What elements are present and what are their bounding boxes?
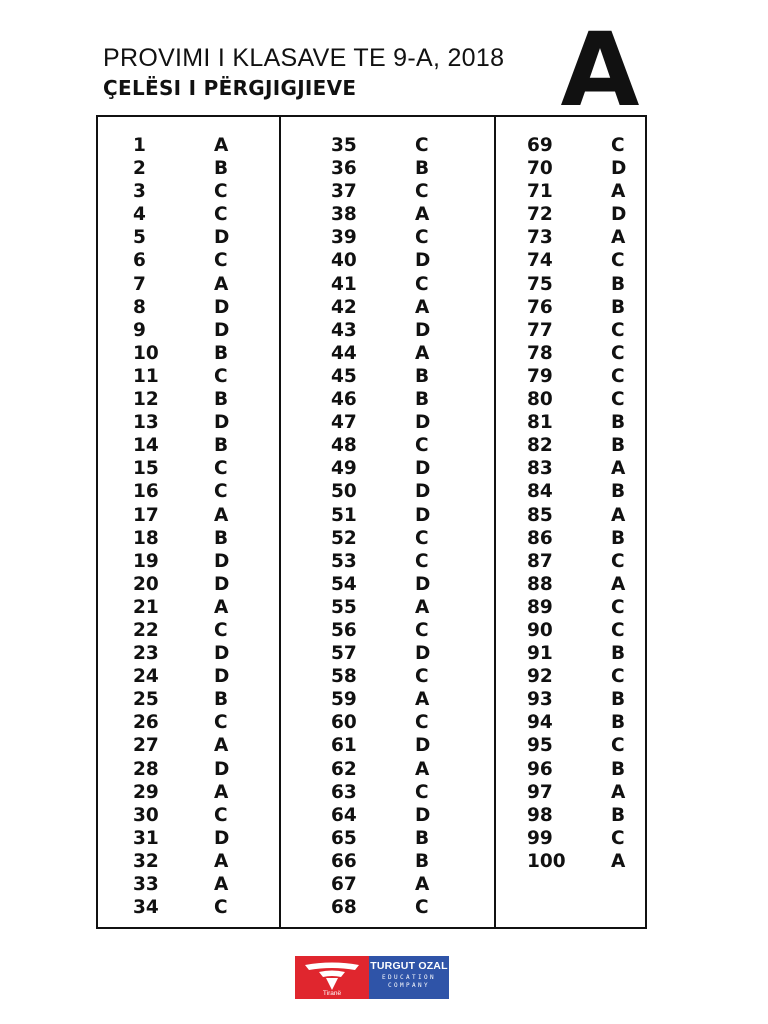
- answer-letter: C: [415, 227, 429, 249]
- question-number: 57: [331, 643, 357, 665]
- answer-letter: D: [214, 666, 230, 688]
- answer-letter: C: [415, 135, 429, 156]
- answer-letter: C: [214, 181, 228, 203]
- question-number: 34: [133, 897, 159, 919]
- question-number: 9: [133, 319, 146, 341]
- question-number: 17: [133, 504, 159, 526]
- answer-letter: C: [415, 897, 429, 919]
- question-number: 35: [331, 135, 357, 156]
- question-number: 60: [331, 712, 357, 734]
- answer-letter: D: [214, 573, 230, 595]
- question-number: 54: [331, 573, 357, 595]
- question-number: 16: [133, 481, 159, 503]
- answer-key-subtitle: ÇELËSI I PËRGJIGJIEVE: [103, 76, 357, 100]
- exam-title: PROVIMI I KLASAVE TE 9-A, 2018: [103, 44, 505, 72]
- answer-letter: B: [415, 365, 430, 387]
- answer-letter: D: [415, 458, 431, 480]
- question-number: 24: [133, 666, 159, 688]
- question-number: 89: [527, 596, 553, 618]
- answer-letter: A: [415, 342, 430, 364]
- answer-letter: B: [611, 481, 626, 503]
- question-number: 11: [133, 365, 159, 387]
- answer-letter: B: [611, 643, 626, 665]
- question-number: 71: [527, 181, 553, 203]
- version-letter: A: [560, 11, 640, 130]
- answer-letter: A: [611, 227, 626, 249]
- question-number: 30: [133, 804, 159, 826]
- question-number: 97: [527, 781, 553, 803]
- question-number: 52: [331, 527, 357, 549]
- answer-letter: C: [611, 596, 625, 618]
- answer-letter: D: [214, 827, 230, 849]
- question-number: 99: [527, 827, 553, 849]
- answer-letter: B: [415, 158, 430, 180]
- question-number: 63: [331, 781, 357, 803]
- answer-letter: D: [214, 296, 230, 318]
- answer-letter: C: [415, 181, 429, 203]
- question-number: 82: [527, 435, 553, 457]
- answer-letter: B: [415, 850, 430, 872]
- question-number: 64: [331, 804, 357, 826]
- question-number: 25: [133, 689, 159, 711]
- answer-letter: B: [214, 527, 229, 549]
- question-number: 70: [527, 158, 553, 180]
- answer-letter: A: [415, 204, 430, 226]
- answer-letter: B: [214, 389, 229, 411]
- question-number: 84: [527, 481, 553, 503]
- question-number: 39: [331, 227, 357, 249]
- answer-letter: C: [214, 250, 228, 272]
- question-number: 48: [331, 435, 357, 457]
- question-number: 27: [133, 735, 159, 757]
- answer-letter: B: [214, 342, 229, 364]
- question-number: 44: [331, 342, 357, 364]
- question-number: 74: [527, 250, 553, 272]
- answer-letter: D: [214, 319, 230, 341]
- question-number: 38: [331, 204, 357, 226]
- answer-letter: B: [611, 758, 626, 780]
- question-number: 91: [527, 643, 553, 665]
- answer-letter: B: [611, 273, 626, 295]
- question-number: 85: [527, 504, 553, 526]
- answer-letter: A: [415, 689, 430, 711]
- question-number: 29: [133, 781, 159, 803]
- answer-letter: A: [415, 758, 430, 780]
- answer-letter: C: [611, 666, 625, 688]
- answer-letter: A: [611, 181, 626, 203]
- answer-letter: D: [415, 504, 431, 526]
- answer-letter: A: [415, 296, 430, 318]
- answer-letter: C: [611, 319, 625, 341]
- question-number: 94: [527, 712, 553, 734]
- answer-letter: A: [611, 458, 626, 480]
- answer-letter: B: [214, 435, 229, 457]
- question-number: 95: [527, 735, 553, 757]
- question-number: 32: [133, 850, 159, 872]
- answer-letter: A: [611, 850, 626, 872]
- answer-letter: C: [611, 365, 625, 387]
- question-number: 41: [331, 273, 357, 295]
- answer-letter: C: [611, 389, 625, 411]
- question-number: 33: [133, 874, 159, 895]
- answer-letter: B: [611, 527, 626, 549]
- answer-letter: B: [611, 712, 626, 734]
- question-number: 6: [133, 250, 146, 272]
- answer-letter: B: [611, 804, 626, 826]
- answer-letter: C: [214, 619, 228, 641]
- answer-letter: C: [214, 458, 228, 480]
- answer-letter: A: [214, 273, 229, 295]
- answer-key-table: [96, 115, 647, 929]
- question-number: 21: [133, 596, 159, 618]
- answer-letter: A: [214, 596, 229, 618]
- question-number: 1: [133, 135, 146, 156]
- answer-letter: A: [611, 504, 626, 526]
- answer-letter: A: [611, 573, 626, 595]
- question-number: 51: [331, 504, 357, 526]
- logo-tagline-1: EDUCATION: [381, 974, 437, 981]
- answer-letter: C: [214, 712, 228, 734]
- question-number: 68: [331, 897, 357, 919]
- question-number: 43: [331, 319, 357, 341]
- answer-letter: D: [415, 804, 431, 826]
- question-number: 87: [527, 550, 553, 572]
- answer-letter: C: [611, 619, 625, 641]
- answer-letter: C: [611, 135, 625, 156]
- question-number: 61: [331, 735, 357, 757]
- question-number: 58: [331, 666, 357, 688]
- question-number: 96: [527, 758, 553, 780]
- answer-letter: D: [214, 643, 230, 665]
- answer-letter: D: [415, 573, 431, 595]
- question-number: 86: [527, 527, 553, 549]
- question-number: 18: [133, 527, 159, 549]
- question-number: 12: [133, 389, 159, 411]
- answer-letter: D: [415, 319, 431, 341]
- question-number: 36: [331, 158, 357, 180]
- question-number: 10: [133, 342, 159, 364]
- answer-letter: A: [214, 850, 229, 872]
- logo-brand: TURGUT OZAL: [370, 960, 448, 972]
- question-number: 23: [133, 643, 159, 665]
- question-number: 4: [133, 204, 146, 226]
- question-number: 75: [527, 273, 553, 295]
- answer-letter: C: [415, 619, 429, 641]
- answer-letter: C: [611, 550, 625, 572]
- question-number: 59: [331, 689, 357, 711]
- answer-letter: A: [214, 135, 229, 156]
- question-number: 14: [133, 435, 159, 457]
- question-number: 50: [331, 481, 357, 503]
- question-number: 65: [331, 827, 357, 849]
- answer-letter: C: [415, 435, 429, 457]
- question-number: 79: [527, 365, 553, 387]
- question-number: 66: [331, 850, 357, 872]
- answer-letter: D: [214, 550, 230, 572]
- answer-letter: D: [214, 412, 230, 434]
- column-divider: [279, 117, 281, 927]
- question-number: 31: [133, 827, 159, 849]
- question-number: 40: [331, 250, 357, 272]
- question-number: 8: [133, 296, 146, 318]
- question-number: 100: [527, 850, 566, 872]
- answer-letter: A: [214, 735, 229, 757]
- question-number: 98: [527, 804, 553, 826]
- logo-tagline-2: COMPANY: [387, 982, 431, 989]
- question-number: 88: [527, 573, 553, 595]
- answer-letter: C: [415, 666, 429, 688]
- question-number: 3: [133, 181, 146, 203]
- question-number: 83: [527, 458, 553, 480]
- question-number: 80: [527, 389, 553, 411]
- logo-city: Tiranë: [322, 990, 342, 997]
- question-number: 62: [331, 758, 357, 780]
- answer-letter: D: [214, 227, 230, 249]
- answer-letter: B: [214, 689, 229, 711]
- answer-letter: D: [415, 481, 431, 503]
- question-number: 56: [331, 619, 357, 641]
- question-number: 42: [331, 296, 357, 318]
- answer-letter: C: [415, 550, 429, 572]
- question-number: 15: [133, 458, 159, 480]
- answer-letter: C: [214, 481, 228, 503]
- answer-letter: C: [214, 365, 228, 387]
- question-number: 53: [331, 550, 357, 572]
- question-number: 76: [527, 296, 553, 318]
- answer-letter: B: [214, 158, 229, 180]
- answer-letter: C: [611, 827, 625, 849]
- answer-letter: D: [611, 204, 627, 226]
- question-number: 22: [133, 619, 159, 641]
- answer-letter: B: [611, 296, 626, 318]
- column-divider: [494, 117, 496, 927]
- answer-letter: C: [415, 527, 429, 549]
- answer-letter: C: [214, 897, 228, 919]
- question-number: 49: [331, 458, 357, 480]
- question-number: 47: [331, 412, 357, 434]
- answer-letter: D: [415, 250, 431, 272]
- logo-wordmark: [369, 956, 449, 999]
- answer-letter: B: [415, 827, 430, 849]
- question-number: 90: [527, 619, 553, 641]
- answer-letter: B: [611, 412, 626, 434]
- answer-letter: C: [415, 273, 429, 295]
- question-number: 2: [133, 158, 146, 180]
- question-number: 26: [133, 712, 159, 734]
- logo-tagline: [369, 974, 449, 990]
- question-number: 55: [331, 596, 357, 618]
- answer-letter: A: [214, 874, 229, 895]
- answer-letter: C: [214, 204, 228, 226]
- question-number: 37: [331, 181, 357, 203]
- answer-letter: D: [214, 758, 230, 780]
- answer-letter: A: [214, 781, 229, 803]
- question-number: 5: [133, 227, 146, 249]
- answer-letter: C: [415, 712, 429, 734]
- question-number: 46: [331, 389, 357, 411]
- answer-letter: A: [214, 504, 229, 526]
- answer-letter: A: [611, 781, 626, 803]
- question-number: 13: [133, 412, 159, 434]
- answer-letter: D: [415, 412, 431, 434]
- answer-letter: C: [611, 735, 625, 757]
- question-number: 92: [527, 666, 553, 688]
- answer-letter: B: [611, 689, 626, 711]
- question-number: 28: [133, 758, 159, 780]
- question-number: 93: [527, 689, 553, 711]
- answer-letter: D: [415, 735, 431, 757]
- answer-letter: D: [611, 158, 627, 180]
- answer-letter: B: [415, 389, 430, 411]
- question-number: 81: [527, 412, 553, 434]
- question-number: 78: [527, 342, 553, 364]
- answer-letter: C: [611, 250, 625, 272]
- question-number: 45: [331, 365, 357, 387]
- answer-letter: A: [415, 874, 430, 895]
- company-logo: [295, 956, 449, 999]
- question-number: 73: [527, 227, 553, 249]
- question-number: 69: [527, 135, 553, 156]
- question-number: 20: [133, 573, 159, 595]
- question-number: 77: [527, 319, 553, 341]
- question-number: 72: [527, 204, 553, 226]
- question-number: 67: [331, 874, 357, 895]
- answer-letter: B: [611, 435, 626, 457]
- logo-emblem: [295, 956, 369, 999]
- answer-letter: C: [415, 781, 429, 803]
- answer-letter: C: [214, 804, 228, 826]
- question-number: 7: [133, 273, 146, 295]
- question-number: 19: [133, 550, 159, 572]
- answer-letter: D: [415, 643, 431, 665]
- answer-letter: C: [611, 342, 625, 364]
- answer-letter: A: [415, 596, 430, 618]
